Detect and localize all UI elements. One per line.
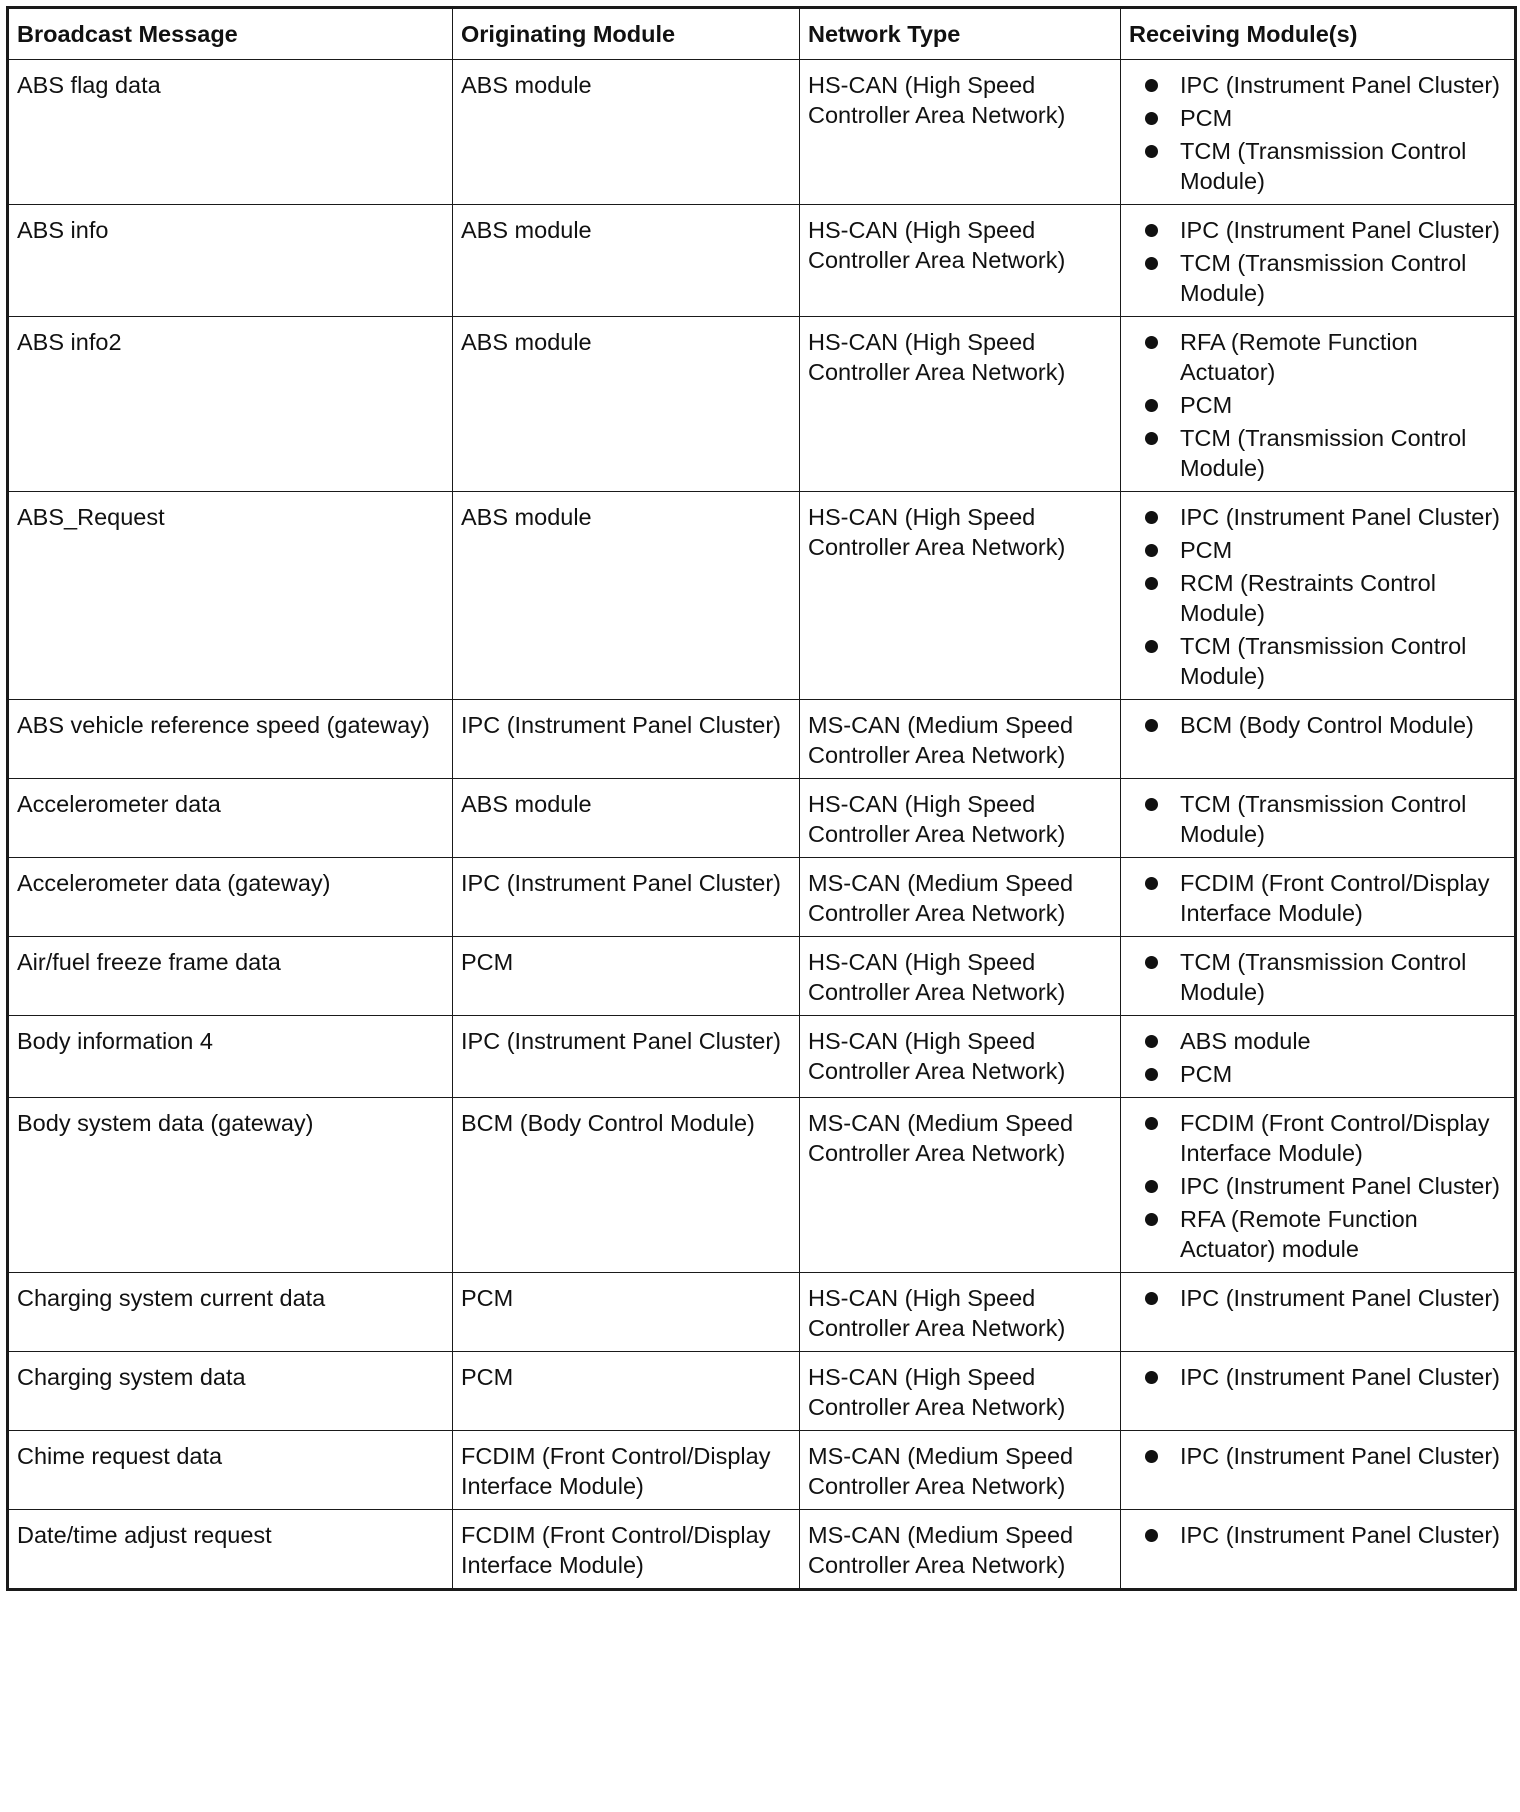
header-broadcast-message: Broadcast Message bbox=[8, 8, 453, 60]
bullet-icon bbox=[1145, 145, 1158, 158]
table-header bbox=[8, 8, 1516, 60]
receiving-modules-cell bbox=[1121, 317, 1516, 492]
bullet-icon bbox=[1145, 640, 1158, 653]
network-type-cell: HS-CAN (High Speed Controller Area Network) bbox=[800, 1352, 1121, 1431]
bullet-icon bbox=[1145, 1180, 1158, 1193]
network-type-cell: HS-CAN (High Speed Controller Area Network) bbox=[800, 60, 1121, 205]
receiving-modules-cell bbox=[1121, 779, 1516, 858]
broadcast-message-cell: Accelerometer data bbox=[8, 779, 453, 858]
receiving-module-item bbox=[1145, 535, 1508, 565]
broadcast-message-cell: Charging system data bbox=[8, 1352, 453, 1431]
table-row bbox=[8, 1510, 1516, 1590]
bullet-icon bbox=[1145, 719, 1158, 732]
network-type-cell: HS-CAN (High Speed Controller Area Network) bbox=[800, 937, 1121, 1016]
receiving-module-item bbox=[1145, 631, 1508, 691]
broadcast-message-cell: Date/time adjust request bbox=[8, 1510, 453, 1590]
network-type-cell: HS-CAN (High Speed Controller Area Network) bbox=[800, 1016, 1121, 1098]
table-row bbox=[8, 205, 1516, 317]
bullet-icon bbox=[1145, 1292, 1158, 1305]
receiving-module-label: PCM bbox=[1180, 537, 1233, 563]
table-row bbox=[8, 60, 1516, 205]
originating-module-cell: FCDIM (Front Control/Display Interface Module) bbox=[453, 1510, 800, 1590]
receiving-module-item bbox=[1145, 710, 1508, 740]
table-row bbox=[8, 492, 1516, 700]
bullet-icon bbox=[1145, 336, 1158, 349]
receiving-module-item bbox=[1145, 1520, 1508, 1550]
receiving-modules-list bbox=[1145, 1520, 1508, 1550]
bullet-icon bbox=[1145, 577, 1158, 590]
bullet-icon bbox=[1145, 1035, 1158, 1048]
receiving-module-item bbox=[1145, 390, 1508, 420]
bullet-icon bbox=[1145, 1213, 1158, 1226]
receiving-module-label: IPC (Instrument Panel Cluster) bbox=[1180, 1364, 1500, 1390]
table-row bbox=[8, 700, 1516, 779]
receiving-module-label: TCM (Transmission Control Module) bbox=[1180, 138, 1467, 194]
originating-module-cell: ABS module bbox=[453, 492, 800, 700]
broadcast-message-cell: Accelerometer data (gateway) bbox=[8, 858, 453, 937]
receiving-modules-cell bbox=[1121, 60, 1516, 205]
receiving-modules-list bbox=[1145, 1026, 1508, 1089]
header-network-type: Network Type bbox=[800, 8, 1121, 60]
receiving-module-label: IPC (Instrument Panel Cluster) bbox=[1180, 1173, 1500, 1199]
receiving-module-label: RFA (Remote Function Actuator) module bbox=[1180, 1206, 1418, 1262]
broadcast-message-cell: ABS flag data bbox=[8, 60, 453, 205]
network-type-cell: MS-CAN (Medium Speed Controller Area Network) bbox=[800, 1510, 1121, 1590]
receiving-module-label: TCM (Transmission Control Module) bbox=[1180, 250, 1467, 306]
receiving-modules-cell bbox=[1121, 937, 1516, 1016]
table-row bbox=[8, 1273, 1516, 1352]
broadcast-message-cell: Air/fuel freeze frame data bbox=[8, 937, 453, 1016]
receiving-modules-list bbox=[1145, 710, 1508, 740]
receiving-module-label: TCM (Transmission Control Module) bbox=[1180, 633, 1467, 689]
receiving-module-label: IPC (Instrument Panel Cluster) bbox=[1180, 1522, 1500, 1548]
bullet-icon bbox=[1145, 956, 1158, 969]
receiving-module-item bbox=[1145, 1441, 1508, 1471]
network-type-cell: HS-CAN (High Speed Controller Area Network) bbox=[800, 1273, 1121, 1352]
bullet-icon bbox=[1145, 1371, 1158, 1384]
receiving-modules-list bbox=[1145, 215, 1508, 308]
table-row bbox=[8, 317, 1516, 492]
originating-module-cell: IPC (Instrument Panel Cluster) bbox=[453, 700, 800, 779]
broadcast-message-table bbox=[6, 6, 1517, 1591]
table-row bbox=[8, 1431, 1516, 1510]
receiving-module-item bbox=[1145, 136, 1508, 196]
bullet-icon bbox=[1145, 112, 1158, 125]
header-originating-module: Originating Module bbox=[453, 8, 800, 60]
broadcast-message-cell: ABS_Request bbox=[8, 492, 453, 700]
bullet-icon bbox=[1145, 1068, 1158, 1081]
receiving-module-item bbox=[1145, 868, 1508, 928]
receiving-modules-cell bbox=[1121, 700, 1516, 779]
broadcast-message-cell: Body information 4 bbox=[8, 1016, 453, 1098]
bullet-icon bbox=[1145, 1117, 1158, 1130]
receiving-module-label: FCDIM (Front Control/Display Interface Module) bbox=[1180, 870, 1490, 926]
receiving-module-item bbox=[1145, 568, 1508, 628]
receiving-modules-cell bbox=[1121, 1431, 1516, 1510]
table-row bbox=[8, 1016, 1516, 1098]
originating-module-cell: IPC (Instrument Panel Cluster) bbox=[453, 1016, 800, 1098]
receiving-modules-list bbox=[1145, 502, 1508, 691]
receiving-modules-cell bbox=[1121, 205, 1516, 317]
receiving-module-item bbox=[1145, 103, 1508, 133]
receiving-module-label: IPC (Instrument Panel Cluster) bbox=[1180, 1285, 1500, 1311]
originating-module-cell: PCM bbox=[453, 937, 800, 1016]
receiving-module-item bbox=[1145, 423, 1508, 483]
originating-module-cell: PCM bbox=[453, 1273, 800, 1352]
broadcast-message-cell: Charging system current data bbox=[8, 1273, 453, 1352]
bullet-icon bbox=[1145, 224, 1158, 237]
bullet-icon bbox=[1145, 432, 1158, 445]
receiving-module-label: ABS module bbox=[1180, 1028, 1311, 1054]
receiving-module-item bbox=[1145, 1059, 1508, 1089]
receiving-modules-list bbox=[1145, 1362, 1508, 1392]
broadcast-message-cell: Chime request data bbox=[8, 1431, 453, 1510]
table-row bbox=[8, 858, 1516, 937]
receiving-module-label: FCDIM (Front Control/Display Interface Module) bbox=[1180, 1110, 1490, 1166]
receiving-module-item bbox=[1145, 327, 1508, 387]
originating-module-cell: BCM (Body Control Module) bbox=[453, 1098, 800, 1273]
network-type-cell: MS-CAN (Medium Speed Controller Area Network) bbox=[800, 700, 1121, 779]
network-type-cell: HS-CAN (High Speed Controller Area Network) bbox=[800, 317, 1121, 492]
table-row bbox=[8, 937, 1516, 1016]
receiving-modules-cell bbox=[1121, 858, 1516, 937]
receiving-modules-cell bbox=[1121, 492, 1516, 700]
originating-module-cell: ABS module bbox=[453, 317, 800, 492]
receiving-modules-cell bbox=[1121, 1352, 1516, 1431]
receiving-module-label: TCM (Transmission Control Module) bbox=[1180, 425, 1467, 481]
network-type-cell: MS-CAN (Medium Speed Controller Area Network) bbox=[800, 1431, 1121, 1510]
originating-module-cell: ABS module bbox=[453, 779, 800, 858]
receiving-modules-list bbox=[1145, 868, 1508, 928]
receiving-module-label: RCM (Restraints Control Module) bbox=[1180, 570, 1436, 626]
receiving-modules-list bbox=[1145, 789, 1508, 849]
header-row bbox=[8, 8, 1516, 60]
broadcast-message-cell: ABS info bbox=[8, 205, 453, 317]
bullet-icon bbox=[1145, 1450, 1158, 1463]
receiving-module-label: PCM bbox=[1180, 392, 1233, 418]
originating-module-cell: FCDIM (Front Control/Display Interface Module) bbox=[453, 1431, 800, 1510]
receiving-module-label: IPC (Instrument Panel Cluster) bbox=[1180, 217, 1500, 243]
receiving-module-item bbox=[1145, 947, 1508, 1007]
network-type-cell: MS-CAN (Medium Speed Controller Area Network) bbox=[800, 858, 1121, 937]
receiving-module-item bbox=[1145, 70, 1508, 100]
bullet-icon bbox=[1145, 511, 1158, 524]
receiving-modules-cell bbox=[1121, 1098, 1516, 1273]
originating-module-cell: ABS module bbox=[453, 60, 800, 205]
network-type-cell: MS-CAN (Medium Speed Controller Area Network) bbox=[800, 1098, 1121, 1273]
network-type-cell: HS-CAN (High Speed Controller Area Network) bbox=[800, 492, 1121, 700]
bullet-icon bbox=[1145, 79, 1158, 92]
receiving-module-item bbox=[1145, 1204, 1508, 1264]
broadcast-message-cell: ABS info2 bbox=[8, 317, 453, 492]
receiving-modules-cell bbox=[1121, 1273, 1516, 1352]
originating-module-cell: ABS module bbox=[453, 205, 800, 317]
bullet-icon bbox=[1145, 544, 1158, 557]
broadcast-message-cell: ABS vehicle reference speed (gateway) bbox=[8, 700, 453, 779]
receiving-module-label: RFA (Remote Function Actuator) bbox=[1180, 329, 1418, 385]
receiving-module-item bbox=[1145, 502, 1508, 532]
table-body bbox=[8, 60, 1516, 1590]
bullet-icon bbox=[1145, 877, 1158, 890]
receiving-modules-list bbox=[1145, 70, 1508, 196]
receiving-modules-cell bbox=[1121, 1510, 1516, 1590]
network-type-cell: HS-CAN (High Speed Controller Area Network) bbox=[800, 779, 1121, 858]
receiving-module-label: TCM (Transmission Control Module) bbox=[1180, 791, 1467, 847]
receiving-module-item bbox=[1145, 215, 1508, 245]
table-row bbox=[8, 1352, 1516, 1431]
receiving-module-item bbox=[1145, 789, 1508, 849]
bullet-icon bbox=[1145, 257, 1158, 270]
receiving-modules-list bbox=[1145, 1441, 1508, 1471]
receiving-module-label: IPC (Instrument Panel Cluster) bbox=[1180, 504, 1500, 530]
receiving-modules-list bbox=[1145, 947, 1508, 1007]
originating-module-cell: IPC (Instrument Panel Cluster) bbox=[453, 858, 800, 937]
bullet-icon bbox=[1145, 399, 1158, 412]
bullet-icon bbox=[1145, 798, 1158, 811]
receiving-module-item bbox=[1145, 1026, 1508, 1056]
network-type-cell: HS-CAN (High Speed Controller Area Network) bbox=[800, 205, 1121, 317]
receiving-module-label: TCM (Transmission Control Module) bbox=[1180, 949, 1467, 1005]
receiving-modules-list bbox=[1145, 327, 1508, 483]
receiving-module-label: BCM (Body Control Module) bbox=[1180, 712, 1474, 738]
table-row bbox=[8, 1098, 1516, 1273]
receiving-module-label: IPC (Instrument Panel Cluster) bbox=[1180, 1443, 1500, 1469]
header-receiving-modules: Receiving Module(s) bbox=[1121, 8, 1516, 60]
bullet-icon bbox=[1145, 1529, 1158, 1542]
receiving-module-label: PCM bbox=[1180, 105, 1233, 131]
receiving-modules-list bbox=[1145, 1108, 1508, 1264]
table-row bbox=[8, 779, 1516, 858]
receiving-modules-cell bbox=[1121, 1016, 1516, 1098]
receiving-module-item bbox=[1145, 248, 1508, 308]
receiving-modules-list bbox=[1145, 1283, 1508, 1313]
receiving-module-label: PCM bbox=[1180, 1061, 1233, 1087]
broadcast-message-cell: Body system data (gateway) bbox=[8, 1098, 453, 1273]
receiving-module-item bbox=[1145, 1362, 1508, 1392]
receiving-module-item bbox=[1145, 1171, 1508, 1201]
originating-module-cell: PCM bbox=[453, 1352, 800, 1431]
receiving-module-label: IPC (Instrument Panel Cluster) bbox=[1180, 72, 1500, 98]
receiving-module-item bbox=[1145, 1283, 1508, 1313]
receiving-module-item bbox=[1145, 1108, 1508, 1168]
